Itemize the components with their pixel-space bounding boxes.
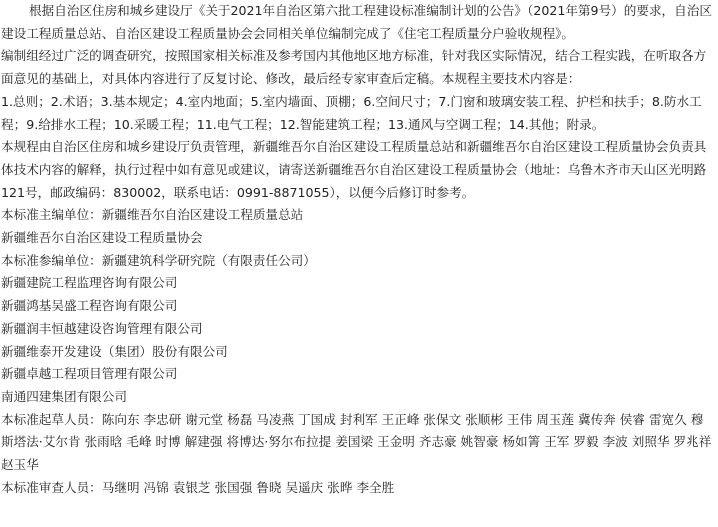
contents-paragraph: 1.总则；2.术语；3.基本规定；4.室内地面；5.室内墙面、顶棚；6.空间尺寸；7.门窗和玻璃安装工程、护栏和扶手；8.防水工程；9.给排水工程；10.采暖工程；11.电气工程；12.智能建筑工程；13.通风与空调工程；14.其他；附录。 <box>1 93 702 132</box>
chief-editor-unit-line-2: 新疆维吾尔自治区建设工程质量协会 <box>1 230 203 246</box>
participating-unit-line-3: 新疆鸿基吴盛工程咨询有限公司 <box>1 298 178 314</box>
reviewers-line: 本标准审查人员：马继明 冯锦 袁银芝 张国强 鲁晓 吴遥庆 张晔 李全胜 <box>1 479 395 495</box>
drafters-line: 本标准起草人员：陈向东 李忠研 谢元堂 杨磊 马凌燕 丁国成 封利军 王正峰 张保文 张顺彬 王伟 周玉莲 冀传奔 侯睿 雷宽久 穆斯塔法·艾尔肯 张雨晗 毛峰 时博 解建强 将博达·努尔布拉提 姜国梁 王金明 齐志豪 姚智豪 杨如箐 王军 罗毅 李波 刘照华 罗兆祥 赵玉华 <box>1 411 716 473</box>
management-paragraph: 本规程由自治区住房和城乡建设厅负责管理，新疆维吾尔自治区建设工程质量总站和新疆维吾尔自治区建设工程质量协会负责具体技术内容的解释，执行过程中如有意见或建议，请寄送新疆维吾尔自治区建设工程质量协会（地址：乌鲁木齐市天山区光明路121号，邮政编码：830002，联系电话：0991-8871055），以便今后修订时参考。 <box>1 139 707 200</box>
participating-unit-line: 本标准参编单位：新疆建筑科学研究院（有限责任公司） <box>1 252 316 268</box>
participating-unit-line-5: 新疆维泰开发建设（集团）股份有限公司 <box>1 343 228 359</box>
chief-editor-unit-line: 本标准主编单位：新疆维吾尔自治区建设工程质量总站 <box>1 207 304 223</box>
participating-unit-line-4: 新疆润丰恒越建设咨询管理有限公司 <box>1 320 203 336</box>
compilation-paragraph: 编制组经过广泛的调查研究，按照国家相关标准及参考国内其他地区地方标准，针对我区实际情况，结合工程实践，在听取各方面意见的基础上，对具体内容进行了反复讨论、修改，最后经专家审查后定稿。本规程主要技术内容是： <box>1 48 707 87</box>
intro-paragraph: 根据自治区住房和城乡建设厅《关于2021年自治区第六批工程建设标准编制计划的公告》（2021年第9号）的要求，自治区建设工程质量总站、自治区建设工程质量协会会同相关单位编制完成了《住宅工程质量分户验收规程》。 <box>1 3 712 41</box>
participating-unit-line-7: 南通四建集团有限公司 <box>1 388 127 404</box>
participating-unit-line-6: 新疆卓越工程项目管理有限公司 <box>1 366 178 382</box>
participating-unit-line-2: 新疆建院工程监理咨询有限公司 <box>1 275 178 291</box>
